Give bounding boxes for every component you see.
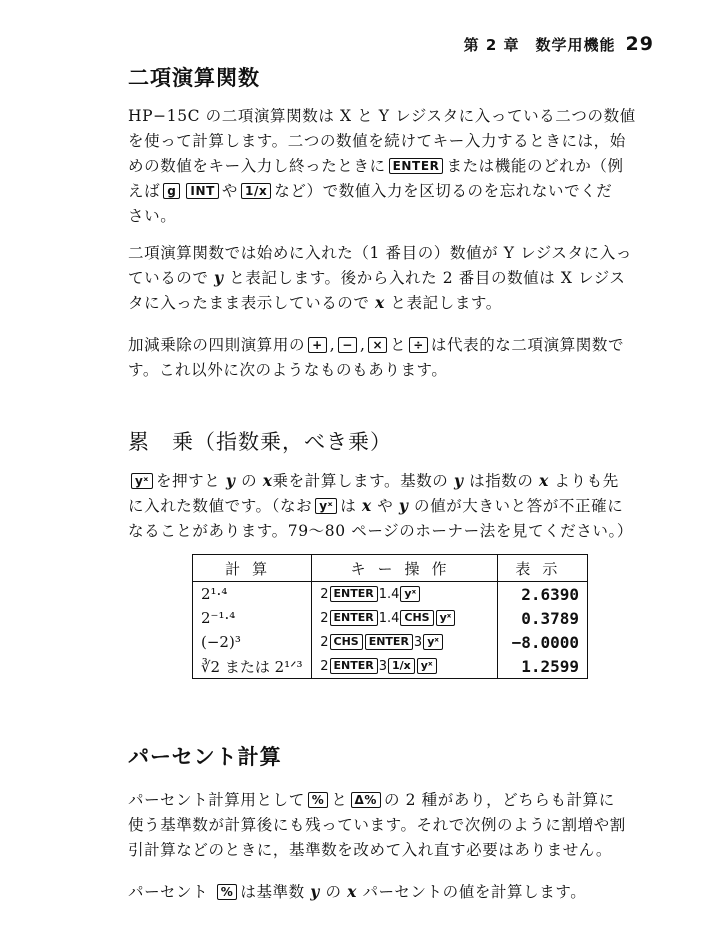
keys-cell [312, 582, 498, 607]
calc-cell: (−2)³ [193, 630, 312, 654]
text-segment: タに入ったまま表示しているので [128, 294, 370, 312]
binary-ops-paragraph-2 [128, 241, 632, 316]
text-line [128, 788, 626, 813]
text-segment: えば [128, 182, 161, 200]
enter-key: ENTER [330, 586, 378, 602]
running-header [464, 33, 654, 55]
subtract-key: − [338, 337, 357, 353]
variable-y: y [214, 268, 224, 287]
text-segment: の [325, 883, 342, 901]
text-line: 二項演算関数では始めに入れた（1 番目の）数値が Y レジスタに入っ [128, 244, 632, 262]
calc-cell: 2¹·⁴ [193, 582, 312, 607]
text-line: 使う基準数が計算後にも残っています。それで次例のように割増や割 [128, 816, 626, 834]
percent-paragraph-2 [128, 880, 586, 905]
display-cell: 1.2599 [497, 654, 587, 679]
reciprocal-key: 1/x [241, 183, 271, 199]
power-key: yˣ [417, 658, 437, 674]
digit: 2 [320, 635, 329, 650]
text-segment: パーセントの値を計算します。 [362, 883, 587, 901]
variable-y: y [453, 471, 464, 490]
binary-ops-paragraph-3 [128, 333, 624, 383]
header-calculation: 計算 [193, 555, 312, 582]
text-segment: や [221, 182, 239, 200]
keys-cell [312, 630, 498, 654]
digit: 2 [320, 611, 329, 626]
divide-key: ÷ [409, 337, 428, 353]
text-line: を使って計算します。二つの数値を続けてキー入力するときには，始 [128, 132, 626, 150]
keys-cell [312, 606, 498, 630]
text-segment: , [359, 336, 366, 354]
multiply-key: × [368, 337, 387, 353]
text-segment: ているので [128, 269, 209, 287]
text-line: なることがあります。79～80 ページのホーナー法を見てください。） [128, 522, 633, 540]
power-key: yˣ [436, 610, 456, 626]
power-key: yˣ [400, 586, 420, 602]
table-row [193, 582, 588, 607]
text-line [128, 333, 624, 358]
text-segment: は指数の [469, 472, 534, 490]
section-title-power: 累 乗（指数乗，べき乗） [128, 430, 392, 454]
variable-x: x [375, 293, 385, 312]
power-key: yˣ [315, 498, 337, 514]
variable-x: x [347, 882, 357, 901]
text-line [128, 880, 586, 905]
text-segment: に入れた数値です。（なお [128, 497, 313, 515]
display-cell: −8.0000 [497, 630, 587, 654]
add-key: + [308, 337, 327, 353]
display-cell: 2.6390 [497, 582, 587, 607]
table-row [193, 654, 588, 679]
calc-cell: 2⁻¹·⁴ [193, 606, 312, 630]
text-line: HP−15C の二項演算関数は X と Y レジスタに入っている二つの数値 [128, 107, 636, 125]
power-key: yˣ [423, 634, 443, 650]
enter-key: ENTER [389, 158, 444, 174]
text-line [128, 179, 636, 204]
text-segment: パーセント計算用として [128, 791, 305, 809]
text-segment: と表記します。 [390, 294, 502, 312]
text-segment: と [331, 791, 348, 809]
int-key: INT [186, 183, 219, 199]
header-display: 表示 [497, 555, 587, 582]
text-segment: よりも先 [554, 472, 619, 490]
section-title-percent: パーセント計算 [128, 745, 282, 769]
percent-paragraph-1 [128, 788, 626, 863]
text-segment: は代表的な二項演算関数で [430, 336, 625, 354]
text-segment: と [390, 336, 407, 354]
percent-key: % [308, 792, 329, 808]
text-line [128, 266, 632, 291]
text-segment: や [377, 497, 394, 515]
text-segment: 加減乗除の四則演算用の [128, 336, 306, 354]
text-line [128, 154, 636, 179]
text-segment: を押すと [155, 472, 221, 490]
digit: 1.4 [378, 587, 400, 602]
section-title-binary-ops: 二項演算関数 [128, 66, 260, 90]
text-segment: は [340, 497, 357, 515]
reciprocal-key: 1/x [388, 658, 415, 674]
keys-cell [312, 654, 498, 679]
power-paragraph [128, 469, 633, 544]
text-segment: と表記します。後から入れた 2 番目の数値は X レジス [229, 269, 626, 287]
variable-x: x [539, 471, 549, 490]
power-key: yˣ [131, 473, 153, 489]
text-segment: の 2 種があり，どちらも計算に [384, 791, 615, 809]
table-header-row [193, 555, 588, 582]
text-segment: は基準数 [240, 883, 305, 901]
percent-change-key: Δ% [351, 792, 382, 808]
text-segment: など）で数値入力を区切るのを忘れないでくだ [274, 182, 613, 200]
variable-y: y [310, 882, 320, 901]
digit: 1.4 [378, 611, 400, 626]
table-row [193, 630, 588, 654]
table-row [193, 606, 588, 630]
text-line [128, 469, 633, 494]
calc-cell: ∛2 または 2¹ᐟ³ [193, 654, 312, 679]
enter-key: ENTER [330, 658, 378, 674]
page-number: 29 [625, 33, 654, 55]
digit: 3 [378, 659, 387, 674]
power-examples-table [192, 554, 588, 679]
display-cell: 0.3789 [497, 606, 587, 630]
text-line: さい。 [128, 207, 177, 225]
header-keystrokes: キー操作 [312, 555, 498, 582]
chs-key: CHS [330, 634, 363, 650]
text-line [128, 291, 632, 316]
text-segment: 乗を計算します。基数の [272, 472, 449, 490]
chs-key: CHS [400, 610, 433, 626]
percent-key: % [217, 884, 238, 900]
text-segment: , [329, 336, 336, 354]
digit: 2 [320, 587, 329, 602]
text-line: す。これ以外に次のようなものもあります。 [128, 361, 448, 379]
variable-x: x [262, 471, 273, 490]
digit: 3 [413, 635, 423, 650]
enter-key: ENTER [365, 634, 413, 650]
text-segment: または機能のどれか（例 [446, 157, 624, 175]
text-line: 引計算などのときに，基準数を改めて入れ直す必要はありません。 [128, 841, 612, 859]
digit: 2 [320, 659, 329, 674]
variable-y: y [398, 496, 409, 515]
chapter-title: 第 2 章 数学用機能 [463, 36, 616, 54]
enter-key: ENTER [330, 610, 378, 626]
text-line [128, 494, 633, 519]
text-segment: めの数値をキー入力し終ったときに [128, 157, 386, 175]
text-segment: の値が大きいと答が不正確に [414, 497, 624, 515]
text-segment: の [241, 472, 258, 490]
binary-ops-paragraph-1 [128, 104, 636, 229]
text-segment: パーセント [128, 883, 209, 901]
g-key: g [163, 183, 180, 199]
variable-y: y [225, 471, 236, 490]
variable-x: x [361, 496, 372, 515]
